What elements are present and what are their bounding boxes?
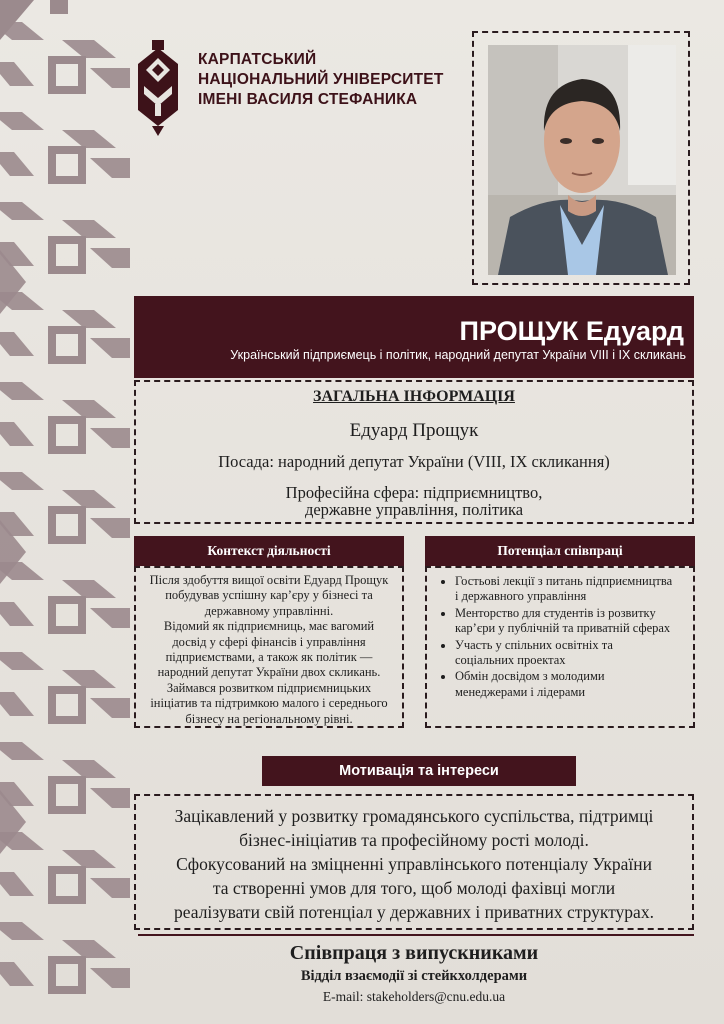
list-item — [455, 669, 685, 700]
motivation-title: Мотивація та інтереси — [262, 756, 576, 786]
context-box — [134, 566, 404, 728]
list-item-line: • Обмін досвідом з молодими — [455, 669, 605, 684]
motivation-box — [134, 794, 694, 930]
general-info-section — [134, 380, 694, 524]
context-line: побудував успішну кар’єру у бізнесі та — [165, 588, 373, 603]
list-item-line: • Менторство для студентів із розвитку — [455, 605, 656, 620]
context-line: досвід у сфері фінансів і управління — [172, 634, 366, 649]
list-item — [455, 606, 685, 637]
cooperation-list — [427, 574, 693, 700]
photo-frame — [472, 31, 690, 285]
context-line: народний депутат України двох скликань. — [157, 665, 381, 680]
list-item-line: соціальних проектах — [455, 653, 566, 668]
position-text: Посада: народний депутат України (VIII, IX скликання) — [218, 452, 610, 471]
university-name-line: ІМЕНІ ВАСИЛЯ СТЕФАНИКА — [198, 91, 418, 108]
person-name: ПРОЩУК Едуард — [459, 316, 684, 346]
person-subtitle: Український підприємець і політик, народний депутат України VIII і IX скликань — [230, 348, 686, 362]
context-line: ініціатив та підтримкою малого і середнього — [150, 696, 388, 711]
footer-title: Співпраця з випускниками — [289, 942, 539, 964]
list-item-line: і державного управління — [455, 589, 587, 604]
list-item-line: • Гостьові лекції з питань підприємництва — [455, 574, 673, 588]
motivation-line: бізнес-ініціатив та професійному рості молоді. — [239, 830, 589, 850]
university-name — [198, 50, 458, 110]
context-line: державному управлінні. — [204, 603, 334, 618]
context-line: Займався розвитком підприємницьких — [166, 680, 372, 695]
list-item-line: • Участь у спільних освітніх та — [455, 637, 613, 652]
motivation-line: реалізувати свій потенціал у державних і приватних структурах. — [174, 902, 654, 922]
motivation-line: Сфокусований на зміцненні управлінського потенціалу України — [176, 854, 652, 874]
divider — [138, 934, 694, 936]
list-item-line: кар’єри у публічній та приватній сферах — [455, 621, 671, 636]
portrait-photo — [488, 45, 676, 275]
university-name-line: НАЦІОНАЛЬНИЙ УНІВЕРСИТЕТ — [198, 71, 444, 88]
name-banner — [134, 296, 694, 378]
footer — [134, 940, 694, 1006]
university-emblem-icon — [138, 40, 178, 136]
full-name: Едуард Прощук — [349, 420, 479, 441]
cooperation-title: Потенціал співпраці — [425, 536, 695, 566]
professional-sphere — [136, 484, 692, 518]
ornament-pattern — [0, 0, 130, 1024]
motivation-line: та створенні умов для того, щоб молоді фахівці могли — [212, 878, 616, 898]
context-line: Після здобуття вищої освіти Едуард Прощук — [149, 573, 389, 587]
university-name-line: КАРПАТСЬКИЙ — [198, 51, 317, 68]
list-item — [455, 574, 685, 605]
professional-sphere-line: державне управління, політика — [304, 500, 524, 519]
list-item — [455, 638, 685, 669]
context-line: бізнесу на регіональному рівні. — [185, 711, 353, 726]
footer-email[interactable]: E-mail: stakeholders@cnu.edu.ua — [322, 989, 506, 1004]
cooperation-box — [425, 566, 695, 728]
context-line: підприємствами, а також як політик — — [165, 650, 373, 665]
portrait-illustration — [488, 45, 676, 275]
context-text — [136, 568, 402, 727]
list-item-line: менеджерами і лідерами — [455, 684, 586, 699]
professional-sphere-line: Професійна сфера: підприємництво, — [285, 483, 543, 502]
motivation-line: Зацікавлений у розвитку громадянського суспільства, підтримці — [174, 806, 654, 826]
footer-department: Відділ взаємодії зі стейкхолдерами — [300, 968, 528, 984]
context-title: Контекст діяльності — [134, 536, 404, 566]
context-line: Відомий як підприємниць, має вагомий — [163, 619, 375, 634]
general-info-title: ЗАГАЛЬНА ІНФОРМАЦІЯ — [313, 388, 515, 405]
